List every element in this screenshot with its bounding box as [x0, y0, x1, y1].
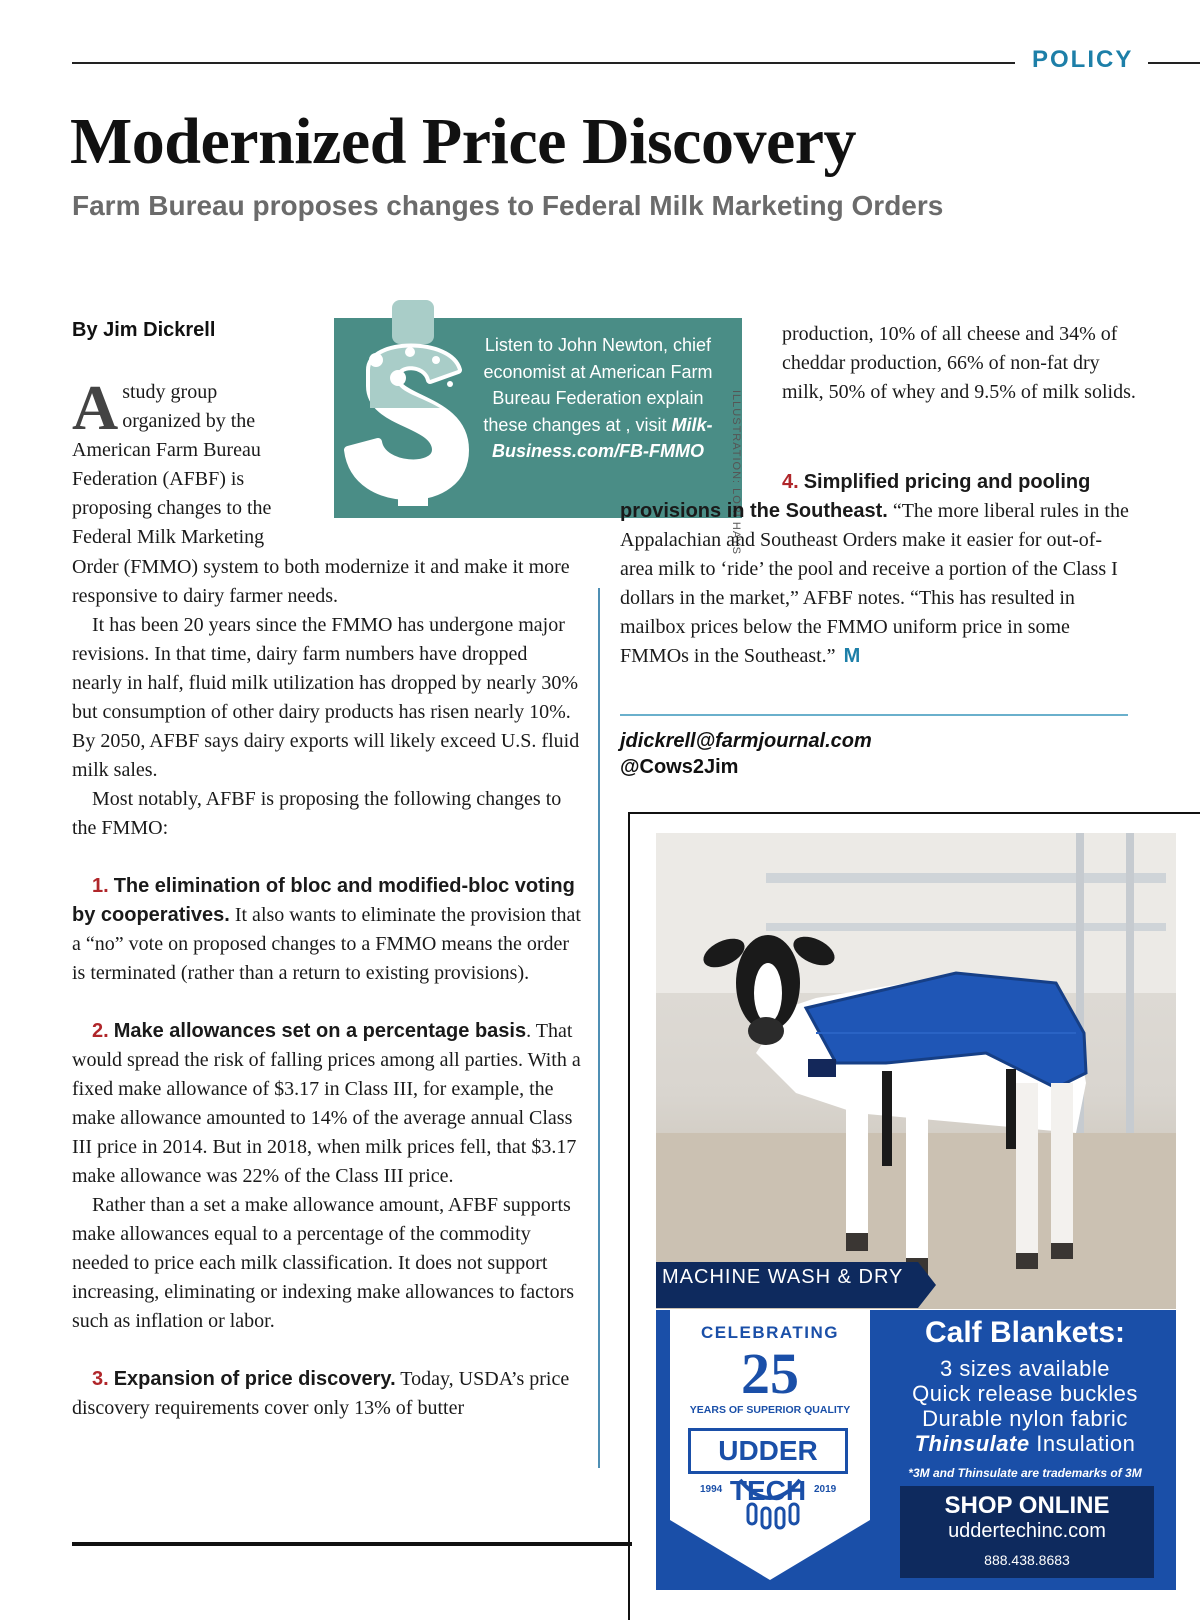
item-lead: The elimination of bloc and modified-bloc voting by cooperatives. — [72, 875, 575, 926]
intro-line: organized by the — [122, 410, 256, 432]
intro-line: American Farm Bureau — [72, 439, 261, 461]
ad-headline: Calf Blankets: — [924, 1316, 1126, 1349]
feature-item: Quick release buckles — [912, 1381, 1138, 1406]
article-title: Modernized Price Discovery — [70, 105, 857, 178]
ad-photo-calf — [656, 833, 1176, 1309]
intro-line: Federal Milk Marketing — [72, 526, 265, 548]
header-rule-right — [1148, 62, 1200, 64]
ad-features — [880, 1356, 1170, 1456]
item-lead: Expansion of price discovery. — [113, 1368, 396, 1390]
column-2-continued: production, 10% of all cheese and 34% of cheddar production, 66% of non-fat dry milk, 50% of whey and 9.5% of milk solids. — [782, 323, 1136, 403]
column-2 — [620, 468, 1130, 671]
item-text: “The more liberal rules in the Appalachian and Southeast Orders make it easier for out-of-area milk to ‘ride’ the pool and receive a portion of the Class I dollars in the market,” AFBF notes. “This has resulted in mailbox prices below the FMMO uniform price in some FMMOs in the Southeast.” — [620, 500, 1129, 667]
insulation-word: Insulation — [1036, 1431, 1136, 1456]
item-text: It also wants to eliminate the provision that a “no” vote on proposed changes to a FMMO means the order is terminated (rather than a return to existing provisions). — [72, 904, 581, 984]
udder-tech-logo: UDDER TECH — [688, 1428, 848, 1474]
udder-icon — [730, 1476, 810, 1532]
ad-url[interactable]: uddertechinc.com — [948, 1520, 1106, 1542]
intro-line: proposing changes to the — [72, 497, 272, 519]
byline: By Jim Dickrell — [72, 319, 216, 341]
list-item-4 — [620, 468, 1130, 671]
year-start: 1994 — [700, 1484, 723, 1495]
info-box-body: Listen to John Newton, chief economist at American Farm Bureau Federation explain these changes at , visit — [483, 335, 713, 435]
paragraph: It has been 20 years since the FMMO has undergone major revisions. In that time, dairy farm numbers have dropped nearly in half, fluid milk utilization has dropped by nearly 30% but consumption of other dairy products has risen nearly 10%. By 2050, AFBF says dairy exports will likely exceed U.S. fluid milk sales. — [72, 614, 580, 781]
info-box-link[interactable]: Milk-Business.com/FB-FMMO — [491, 414, 713, 461]
intro-continued: Order (FMMO) system to both modernize it and make it more responsive to dairy farmer needs. — [72, 556, 570, 607]
year-end: 2019 — [814, 1484, 837, 1495]
author-email[interactable]: jdickrell@farmjournal.com — [620, 730, 872, 752]
celebrating-label: CELEBRATING — [700, 1323, 839, 1342]
illustration-credit: ILLUSTRATION: LORI HAYS — [730, 390, 742, 556]
article-deck: Farm Bureau proposes changes to Federal Milk Marketing Orders — [72, 190, 944, 221]
feature-item: Durable nylon fabric — [922, 1406, 1128, 1431]
feature-item: 3 sizes available — [940, 1356, 1110, 1381]
thinsulate-logo: Thinsulate — [914, 1431, 1030, 1456]
column-divider — [598, 588, 600, 1468]
item-number: 2. — [92, 1020, 109, 1042]
dollar-sign-illustration — [340, 300, 470, 512]
calf-blanket-image — [656, 833, 1176, 1309]
years-number: 25 — [741, 1341, 799, 1406]
trademark-note: *3M and Thinsulate are trademarks of 3M — [908, 1466, 1142, 1480]
feature-item — [880, 1431, 1170, 1456]
bottom-rule — [72, 1542, 632, 1546]
item-text: . That would spread the risk of falling prices among all parties. With a fixed make allowance of $3.17 in Class III, for example, the make allowance amounted to 14% of the average annual Class III price in 2014. But in 2018, when milk prices fell, that $3.17 make allowance was 22% of the Class III price. — [72, 1020, 581, 1187]
author-contact — [620, 728, 872, 780]
intro-paragraph — [72, 372, 322, 552]
author-handle[interactable]: @Cows2Jim — [620, 756, 739, 778]
contact-rule — [620, 714, 1128, 716]
end-mark: M — [843, 645, 861, 667]
info-box-text — [478, 332, 718, 465]
ad-banner-text: MACHINE WASH & DRY — [662, 1266, 904, 1288]
header-rule — [72, 62, 1015, 64]
item-number: 1. — [92, 875, 109, 897]
paragraph: Most notably, AFBF is proposing the following changes to the FMMO: — [72, 788, 562, 839]
intro-line: Federation (AFBF) is — [72, 468, 245, 490]
intro-line: study group — [122, 381, 218, 403]
list-item-3 — [72, 1365, 582, 1423]
years-label: YEARS OF SUPERIOR QUALITY — [689, 1404, 851, 1416]
paragraph: Rather than a set a make allowance amount, AFBF supports make allowances equal to a percentage of the commodity needed to price each milk classification. It does not support increasing, eliminating or indexing make allowances to factors such as inflation or labor. — [72, 1194, 575, 1332]
drop-cap: A — [72, 372, 119, 443]
ad-phone: 888.438.8683 — [984, 1552, 1070, 1568]
item-number: 3. — [92, 1368, 109, 1390]
item-number: 4. — [782, 471, 799, 493]
item-text: Today, USDA’s price discovery requirements cover only 13% of butter — [72, 1368, 570, 1419]
list-item-1 — [72, 872, 582, 988]
list-item-2 — [72, 1017, 582, 1191]
column-1 — [72, 553, 582, 1423]
section-label: POLICY — [1032, 46, 1134, 73]
item-lead: Simplified pricing and pooling provisions in the Southeast. — [620, 471, 1091, 522]
shop-online-label: SHOP ONLINE — [944, 1492, 1110, 1519]
item-lead: Make allowances set on a percentage basis — [113, 1020, 527, 1042]
